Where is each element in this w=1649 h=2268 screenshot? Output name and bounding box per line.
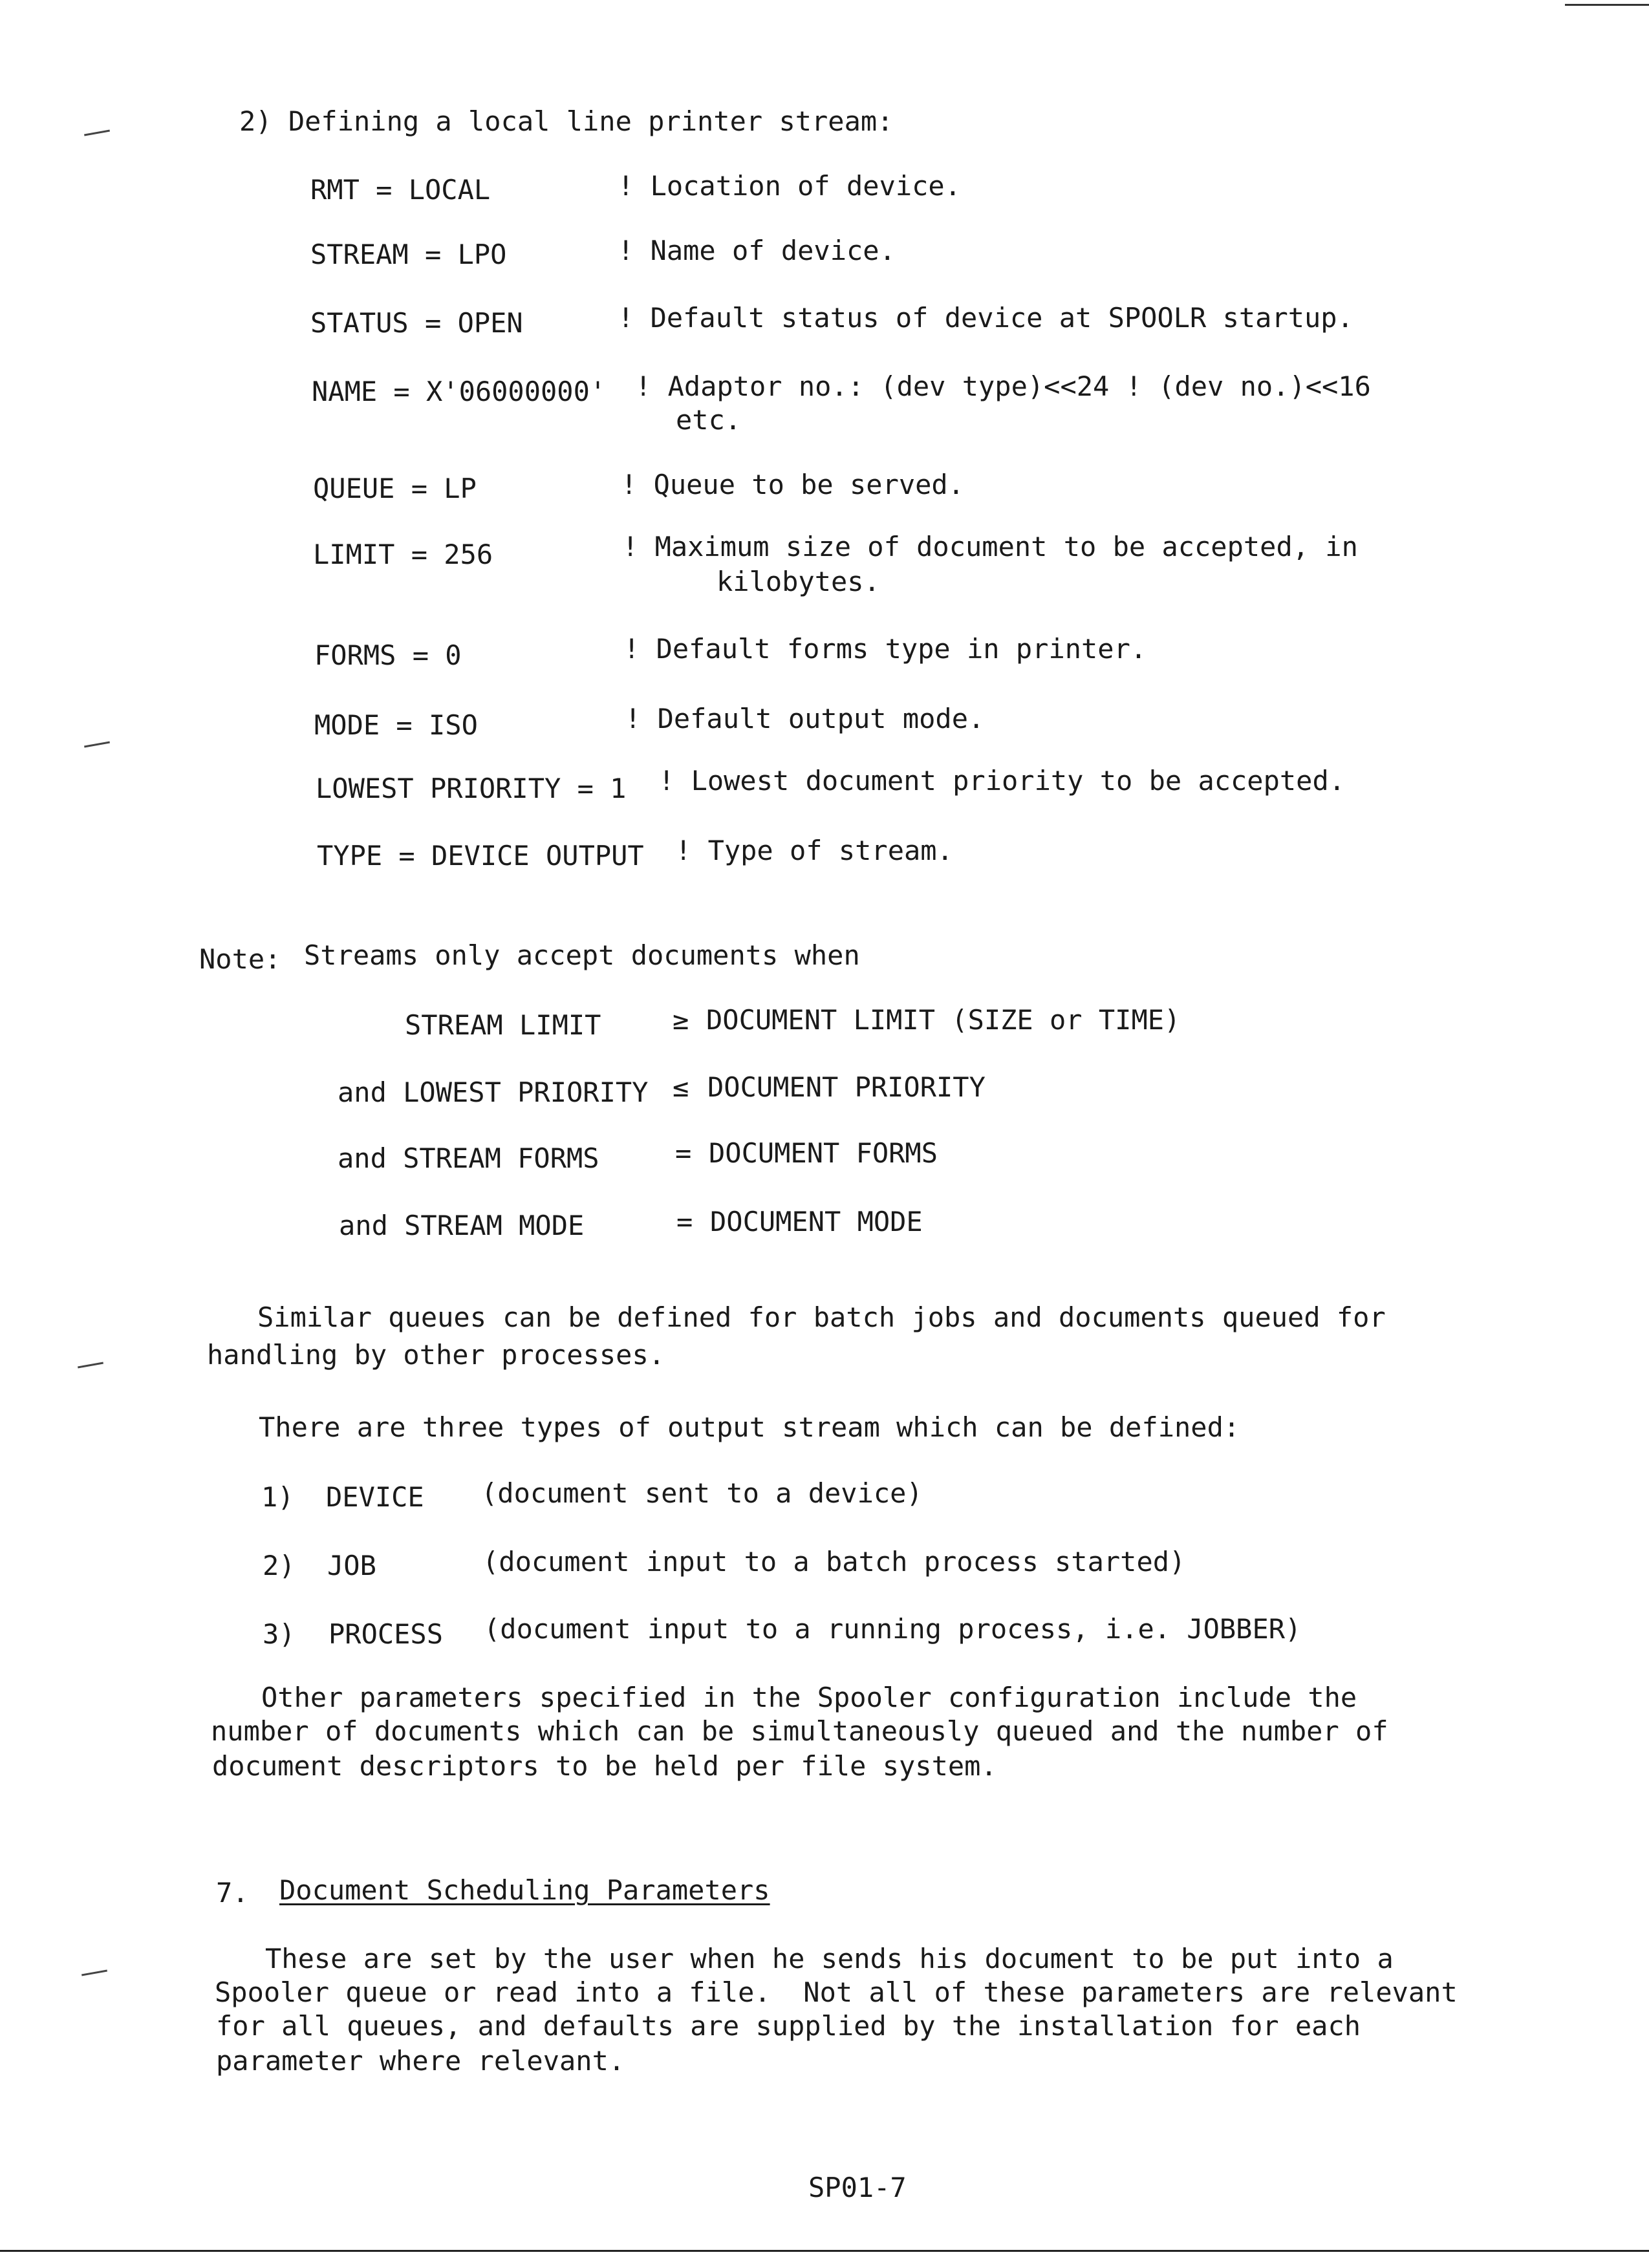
- param-comment: ! Adaptor no.: (dev type)<<24 ! (dev no.)<<16: [635, 370, 1371, 402]
- condition-right: DOCUMENT LIMIT (SIZE or TIME): [706, 1004, 1181, 1036]
- param-comment-continuation: etc.: [676, 404, 742, 436]
- condition-operator: ≥: [673, 1004, 689, 1036]
- section-7-title: Document Scheduling Parameters: [279, 1874, 770, 1906]
- param-name: STATUS = OPEN: [310, 307, 523, 339]
- list-item-name: DEVICE: [326, 1481, 424, 1513]
- param-comment: ! Queue to be served.: [621, 469, 965, 500]
- condition-right: DOCUMENT PRIORITY: [707, 1071, 986, 1103]
- condition-right: DOCUMENT MODE: [710, 1206, 923, 1237]
- scan-mark: [84, 742, 110, 748]
- param-name: RMT = LOCAL: [310, 174, 491, 206]
- param-name: LOWEST PRIORITY = 1: [316, 773, 627, 804]
- list-item-description: (document sent to a device): [481, 1477, 923, 1509]
- scan-mark: [81, 1970, 107, 1976]
- note-label: Note:: [199, 943, 281, 975]
- section-7-line-3: for all queues, and defaults are supplied by the installation for each: [216, 2010, 1361, 2042]
- paragraph-other-line-2: number of documents which can be simultaneously queued and the number of: [211, 1715, 1388, 1747]
- bottom-edge-rule: [0, 2250, 1649, 2252]
- section-2-heading: 2) Defining a local line printer stream:: [239, 105, 894, 137]
- paragraph-similar-line-2: handling by other processes.: [207, 1339, 665, 1371]
- param-name: QUEUE = LP: [313, 473, 477, 504]
- param-comment: ! Type of stream.: [675, 835, 953, 866]
- condition-operator: =: [676, 1206, 693, 1237]
- param-comment: ! Name of device.: [618, 235, 896, 266]
- section-7-line-4: parameter where relevant.: [216, 2045, 625, 2077]
- param-name: LIMIT = 256: [313, 539, 493, 570]
- output-types-intro: There are three types of output stream which can be defined:: [259, 1411, 1240, 1443]
- paragraph-similar-line-1: Similar queues can be defined for batch jobs and documents queued for: [257, 1301, 1386, 1333]
- condition-right: DOCUMENT FORMS: [709, 1137, 938, 1169]
- list-item-number: 1): [261, 1481, 294, 1513]
- top-edge-rule: [1565, 4, 1649, 6]
- param-comment: ! Lowest document priority to be accepted.: [658, 765, 1346, 797]
- condition-operator: ≤: [673, 1071, 689, 1103]
- section-7-line-2: Spooler queue or read into a file. Not all of these parameters are relevant: [215, 1976, 1458, 2008]
- note-intro: Streams only accept documents when: [304, 939, 860, 971]
- list-item-description: (document input to a running process, i.e. JOBBER): [484, 1613, 1302, 1645]
- paragraph-other-line-1: Other parameters specified in the Spooler configuration include the: [261, 1682, 1357, 1713]
- list-item-number: 2): [263, 1550, 296, 1581]
- condition-left: and STREAM MODE: [339, 1210, 585, 1241]
- param-name: MODE = ISO: [314, 709, 478, 741]
- param-name: NAME = X'06000000': [312, 376, 607, 407]
- condition-left: STREAM LIMIT: [405, 1009, 601, 1041]
- scan-mark: [78, 1362, 103, 1369]
- param-name: FORMS = 0: [314, 639, 462, 671]
- param-comment: ! Default status of device at SPOOLR startup.: [618, 302, 1353, 334]
- scan-mark: [84, 130, 110, 136]
- param-name: TYPE = DEVICE OUTPUT: [317, 840, 644, 872]
- list-item-description: (document input to a batch process started): [482, 1546, 1186, 1578]
- param-comment: ! Default output mode.: [625, 703, 985, 734]
- condition-operator: =: [675, 1137, 692, 1169]
- condition-left: and LOWEST PRIORITY: [338, 1076, 649, 1108]
- paragraph-other-line-3: document descriptors to be held per file system.: [212, 1750, 997, 1782]
- list-item-name: PROCESS: [329, 1618, 444, 1650]
- param-comment: ! Location of device.: [618, 170, 962, 202]
- param-comment: ! Maximum size of document to be accepted, in: [622, 531, 1358, 562]
- param-comment: ! Default forms type in printer.: [623, 633, 1147, 665]
- param-name: STREAM = LPO: [310, 239, 507, 270]
- list-item-name: JOB: [327, 1550, 376, 1581]
- page-identifier: SP01-7: [808, 2172, 907, 2203]
- list-item-number: 3): [263, 1618, 296, 1650]
- section-7-line-1: These are set by the user when he sends his document to be put into a: [265, 1943, 1394, 1974]
- param-comment-continuation: kilobytes.: [717, 566, 880, 597]
- condition-left: and STREAM FORMS: [338, 1142, 599, 1174]
- section-7-number: 7.: [216, 1877, 249, 1909]
